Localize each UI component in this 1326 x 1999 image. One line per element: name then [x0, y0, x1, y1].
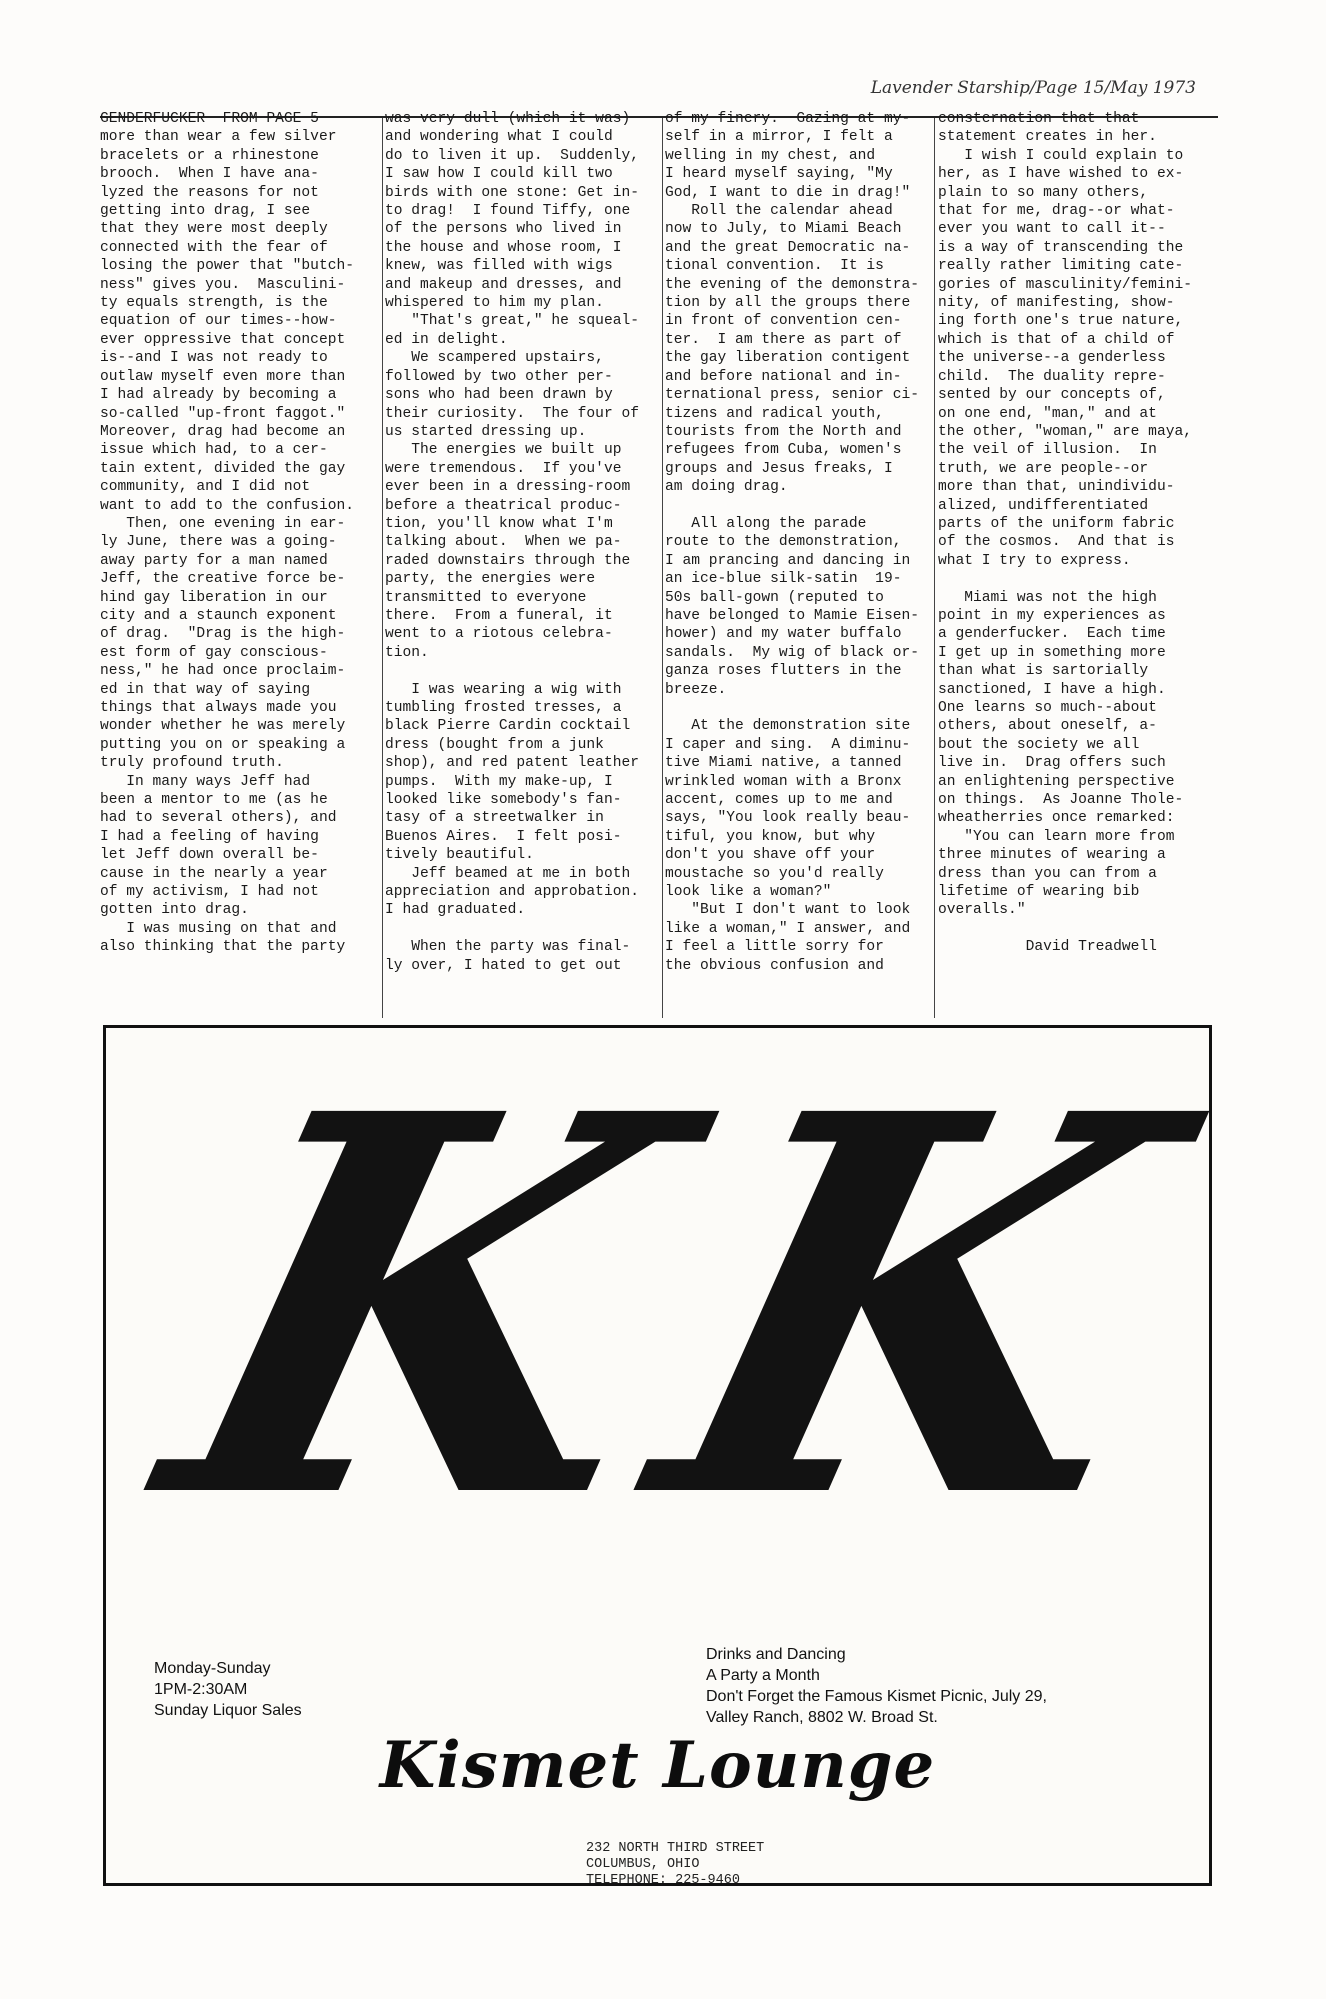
text-line: talking about. When we pa-: [385, 534, 622, 551]
text-line: consternation that that: [938, 111, 1140, 127]
text-line: whispered to him my plan.: [385, 295, 604, 312]
text-line: overalls.": [938, 902, 1026, 919]
text-line: a genderfucker. Each time: [938, 626, 1166, 643]
text-line: hower) and my water buffalo: [665, 626, 902, 643]
text-line: ever been in a dressing-room: [385, 479, 631, 496]
text-line: more than that, unindividu-: [938, 479, 1175, 496]
text-line: the other, "woman," are maya,: [938, 423, 1192, 440]
text-line: I get up in something more: [938, 644, 1166, 661]
text-line: gotten into drag.: [100, 902, 249, 919]
text-line: the house and whose room, I: [385, 239, 622, 256]
gothic-k-monogram-right: K: [614, 1002, 1210, 1613]
text-line: wheatherries once remarked:: [938, 810, 1175, 827]
text-line: more than wear a few silver: [100, 129, 337, 146]
gothic-k-monogram-left: K: [124, 1002, 720, 1613]
text-line: sanctioned, I have a high.: [938, 681, 1166, 698]
text-line: tumbling frosted tresses, a: [385, 700, 622, 716]
text-line: ness," he had once proclaim-: [100, 663, 346, 680]
text-line: let Jeff down overall be-: [100, 847, 319, 864]
running-head: Lavender Starship/Page 15/May 1973: [870, 78, 1196, 98]
text-line: of the cosmos. And that is: [938, 534, 1175, 551]
text-line: The energies we built up: [385, 442, 622, 459]
text-line: refugees from Cuba, women's: [665, 442, 902, 459]
text-line: want to add to the confusion.: [100, 497, 354, 514]
text-line: plain to so many others,: [938, 184, 1149, 201]
text-line: Jeff, the creative force be-: [100, 571, 346, 588]
text-line: accent, comes up to me and: [665, 792, 893, 809]
text-line: is--and I was not ready to: [100, 350, 328, 367]
text-line: Don't Forget the Famous Kismet Picnic, July 29,: [706, 1688, 1047, 1705]
text-line: that for me, drag--or what-: [938, 203, 1175, 220]
text-line: tional convention. It is: [665, 258, 884, 275]
column-divider: [934, 118, 935, 1018]
text-line: an ice-blue silk-satin 19-: [665, 571, 902, 588]
text-line: Buenos Aires. I felt posi-: [385, 828, 622, 845]
text-line: child. The duality repre-: [938, 368, 1166, 385]
text-line: ness" gives you. Masculini-: [100, 276, 346, 293]
text-line: bracelets or a rhinestone: [100, 147, 319, 164]
text-line: ever you want to call it--: [938, 221, 1166, 238]
text-line: "That's great," he squeal-: [385, 313, 639, 330]
text-line: transmitted to everyone: [385, 589, 587, 606]
text-line: raded downstairs through the: [385, 552, 631, 569]
text-line: We scampered upstairs,: [385, 350, 604, 367]
text-line: were tremendous. If you've: [385, 460, 622, 477]
text-line: tasy of a streetwalker in: [385, 810, 604, 827]
text-line: I had graduated.: [385, 902, 526, 919]
text-line: tively beautiful.: [385, 847, 534, 864]
text-line: Monday-Sunday: [154, 1660, 271, 1677]
text-line: ty equals strength, is the: [100, 295, 328, 312]
text-line: and makeup and dresses, and: [385, 276, 622, 293]
text-line: point in my experiences as: [938, 607, 1166, 624]
text-line: Then, one evening in ear-: [100, 515, 346, 532]
text-line: of drag. "Drag is the high-: [100, 626, 346, 643]
text-line: dress than you can from a: [938, 865, 1157, 882]
text-line: so-called "up-front faggot.": [100, 405, 346, 422]
text-line: is a way of transcending the: [938, 239, 1184, 256]
text-line: had to several others), and: [100, 810, 337, 827]
ad-hours: [154, 1658, 302, 1721]
text-line: I saw how I could kill two: [385, 166, 613, 183]
column-divider: [382, 118, 383, 1018]
text-line: tive Miami native, a tanned: [665, 755, 902, 772]
text-line: Roll the calendar ahead: [665, 203, 893, 220]
text-line: truth, we are people--or: [938, 460, 1149, 477]
text-line: All along the parade: [665, 515, 867, 532]
text-line: parts of the uniform fabric: [938, 515, 1175, 532]
text-line: I wish I could explain to: [938, 147, 1184, 164]
text-line: 232 NORTH THIRD STREET: [586, 1841, 765, 1856]
text-line: before a theatrical produc-: [385, 497, 622, 514]
text-line: the universe--a genderless: [938, 350, 1166, 367]
text-line: GENDERFUCKER FROM PAGE 5: [100, 111, 319, 127]
text-line: been a mentor to me (as he: [100, 792, 328, 809]
text-line: A Party a Month: [706, 1667, 820, 1684]
text-line: look like a woman?": [665, 884, 832, 901]
text-line: birds with one stone: Get in-: [385, 184, 639, 201]
text-line: says, "You look really beau-: [665, 810, 911, 827]
text-line: sandals. My wig of black or-: [665, 644, 919, 661]
text-line: hind gay liberation in our: [100, 589, 328, 606]
text-line: wonder whether he was merely: [100, 718, 346, 735]
text-line: us started dressing up.: [385, 423, 587, 440]
text-line: sons who had been drawn by: [385, 387, 613, 404]
text-line: sented by our concepts of,: [938, 387, 1166, 404]
text-line: Sunday Liquor Sales: [154, 1702, 302, 1719]
text-line: on things. As Joanne Thole-: [938, 792, 1184, 809]
text-line: tourists from the North and: [665, 423, 902, 440]
text-line: ing forth one's true nature,: [938, 313, 1184, 330]
text-line: and wondering what I could: [385, 129, 613, 146]
text-line: her, as I have wished to ex-: [938, 166, 1184, 183]
article-column-1: [100, 110, 385, 957]
text-line: of my finery. Gazing at my-: [665, 111, 911, 127]
text-line: ly June, there was a going-: [100, 534, 337, 551]
text-line: to drag! I found Tiffy, one: [385, 203, 631, 220]
text-line: I was wearing a wig with: [385, 681, 622, 698]
text-line: statement creates in her.: [938, 129, 1157, 146]
ad-lounge-name: Kismet Lounge: [379, 1728, 936, 1803]
text-line: things that always made you: [100, 700, 337, 716]
text-line: connected with the fear of: [100, 239, 328, 256]
text-line: nity, of manifesting, show-: [938, 295, 1175, 312]
text-line: I heard myself saying, "My: [665, 166, 893, 183]
text-line: tion, you'll know what I'm: [385, 515, 613, 532]
text-line: brooch. When I have ana-: [100, 166, 319, 183]
text-line: equation of our times--how-: [100, 313, 337, 330]
text-line: ly over, I hated to get out: [385, 957, 622, 974]
text-line: breeze.: [665, 681, 727, 698]
text-line: 1PM-2:30AM: [154, 1681, 248, 1698]
text-line: went to a riotous celebra-: [385, 626, 613, 643]
text-line: issue which had, to a cer-: [100, 442, 328, 459]
text-line: I feel a little sorry for: [665, 939, 884, 956]
text-line: "But I don't want to look: [665, 902, 911, 919]
text-line: community, and I did not: [100, 479, 311, 496]
text-line: looked like somebody's fan-: [385, 792, 622, 809]
text-line: tiful, you know, but why: [665, 828, 876, 845]
text-line: route to the demonstration,: [665, 534, 902, 551]
text-line: on one end, "man," and at: [938, 405, 1157, 422]
text-line: When the party was final-: [385, 939, 631, 956]
text-line: an enlightening perspective: [938, 773, 1175, 790]
text-line: their curiosity. The four of: [385, 405, 639, 422]
column-divider: [662, 118, 663, 1018]
text-line: truly profound truth.: [100, 755, 284, 772]
text-line: Drinks and Dancing: [706, 1646, 846, 1663]
text-line: bout the society we all: [938, 736, 1140, 753]
text-line: lifetime of wearing bib: [938, 884, 1140, 901]
text-line: city and a staunch exponent: [100, 607, 337, 624]
text-line: alized, undifferentiated: [938, 497, 1149, 514]
text-line: others, about oneself, a-: [938, 718, 1157, 735]
text-line: tion by all the groups there: [665, 295, 911, 312]
text-line: have belonged to Mamie Eisen-: [665, 607, 919, 624]
text-line: really rather limiting cate-: [938, 258, 1184, 275]
text-line: there. From a funeral, it: [385, 607, 613, 624]
text-line: losing the power that "butch-: [100, 258, 354, 275]
text-line: like a woman," I answer, and: [665, 920, 911, 937]
text-line: appreciation and approbation.: [385, 884, 639, 901]
text-line: party, the energies were: [385, 571, 596, 588]
text-line: welling in my chest, and: [665, 147, 876, 164]
text-line: ter. I am there as part of: [665, 331, 902, 348]
text-line: dress (bought from a junk: [385, 736, 604, 753]
text-line: 50s ball-gown (reputed to: [665, 589, 884, 606]
text-line: TELEPHONE: 225-9460: [586, 1873, 740, 1888]
text-line: the evening of the demonstra-: [665, 276, 919, 293]
text-line: putting you on or speaking a: [100, 736, 346, 753]
article-column-3: [665, 110, 937, 975]
text-line: knew, was filled with wigs: [385, 258, 613, 275]
text-line: [385, 662, 660, 680]
text-line: ganza roses flutters in the: [665, 663, 902, 680]
text-line: live in. Drag offers such: [938, 755, 1166, 772]
text-line: am doing drag.: [665, 479, 788, 496]
text-line: I had a feeling of having: [100, 828, 319, 845]
text-line: I am prancing and dancing in: [665, 552, 911, 569]
text-line: cause in the nearly a year: [100, 865, 328, 882]
text-line: in front of convention cen-: [665, 313, 902, 330]
text-line: [938, 920, 1223, 938]
text-line: Valley Ranch, 8802 W. Broad St.: [706, 1709, 938, 1726]
text-line: was very dull (which it was): [385, 111, 631, 127]
text-line: self in a mirror, I felt a: [665, 129, 893, 146]
text-line: that they were most deeply: [100, 221, 328, 238]
text-line: tion.: [385, 644, 429, 661]
text-line: don't you shave off your: [665, 847, 876, 864]
text-line: One learns so much--about: [938, 700, 1157, 716]
text-line: getting into drag, I see: [100, 203, 311, 220]
text-line: three minutes of wearing a: [938, 847, 1166, 864]
text-line: black Pierre Cardin cocktail: [385, 718, 631, 735]
text-line: the obvious confusion and: [665, 957, 884, 974]
text-line: [665, 497, 937, 515]
text-line: Jeff beamed at me in both: [385, 865, 631, 882]
text-line: of the persons who lived in: [385, 221, 622, 238]
text-line: lyzed the reasons for not: [100, 184, 319, 201]
text-line: I was musing on that and: [100, 920, 337, 937]
text-line: ternational press, senior ci-: [665, 387, 919, 404]
text-line: do to liven it up. Suddenly,: [385, 147, 639, 164]
text-line: of my activism, I had not: [100, 884, 319, 901]
text-line: wrinkled woman with a Bronx: [665, 773, 902, 790]
kismet-lounge-advertisement: [103, 1002, 1212, 1888]
text-line: followed by two other per-: [385, 368, 613, 385]
text-line: tain extent, divided the gay: [100, 460, 346, 477]
text-line: ed in delight.: [385, 331, 508, 348]
text-line: Miami was not the high: [938, 589, 1157, 606]
text-line: God, I want to die in drag!": [665, 184, 911, 201]
text-line: pumps. With my make-up, I: [385, 773, 613, 790]
text-line: COLUMBUS, OHIO: [586, 1857, 700, 1872]
text-line: [938, 570, 1223, 588]
text-line: shop), and red patent leather: [385, 755, 639, 772]
text-line: also thinking that the party: [100, 939, 346, 956]
text-line: ever oppressive that concept: [100, 331, 346, 348]
text-line: what I try to express.: [938, 552, 1131, 569]
text-line: David Treadwell: [938, 939, 1157, 956]
text-line: est form of gay conscious-: [100, 644, 328, 661]
text-line: and before national and in-: [665, 368, 902, 385]
ad-address: [586, 1841, 764, 1889]
text-line: ed in that way of saying: [100, 681, 311, 698]
text-line: than what is sartorially: [938, 663, 1149, 680]
text-line: groups and Jesus freaks, I: [665, 460, 893, 477]
ad-events: [706, 1644, 1047, 1728]
text-line: In many ways Jeff had: [100, 773, 311, 790]
text-line: outlaw myself even more than: [100, 368, 346, 385]
text-line: tizens and radical youth,: [665, 405, 884, 422]
text-line: Moreover, drag had become an: [100, 423, 346, 440]
text-line: the gay liberation contigent: [665, 350, 911, 367]
text-line: [385, 920, 660, 938]
text-line: [665, 699, 937, 717]
text-line: I had already by becoming a: [100, 387, 337, 404]
text-line: and the great Democratic na-: [665, 239, 911, 256]
text-line: "You can learn more from: [938, 828, 1175, 845]
text-line: gories of masculinity/femini-: [938, 276, 1192, 293]
text-line: I caper and sing. A diminu-: [665, 736, 911, 753]
text-line: now to July, to Miami Beach: [665, 221, 902, 238]
article-column-2: [385, 110, 660, 975]
text-line: away party for a man named: [100, 552, 328, 569]
text-line: moustache so you'd really: [665, 865, 884, 882]
article-column-4: [938, 110, 1223, 957]
text-line: which is that of a child of: [938, 331, 1175, 348]
text-line: the veil of illusion. In: [938, 442, 1157, 459]
text-line: At the demonstration site: [665, 718, 911, 735]
